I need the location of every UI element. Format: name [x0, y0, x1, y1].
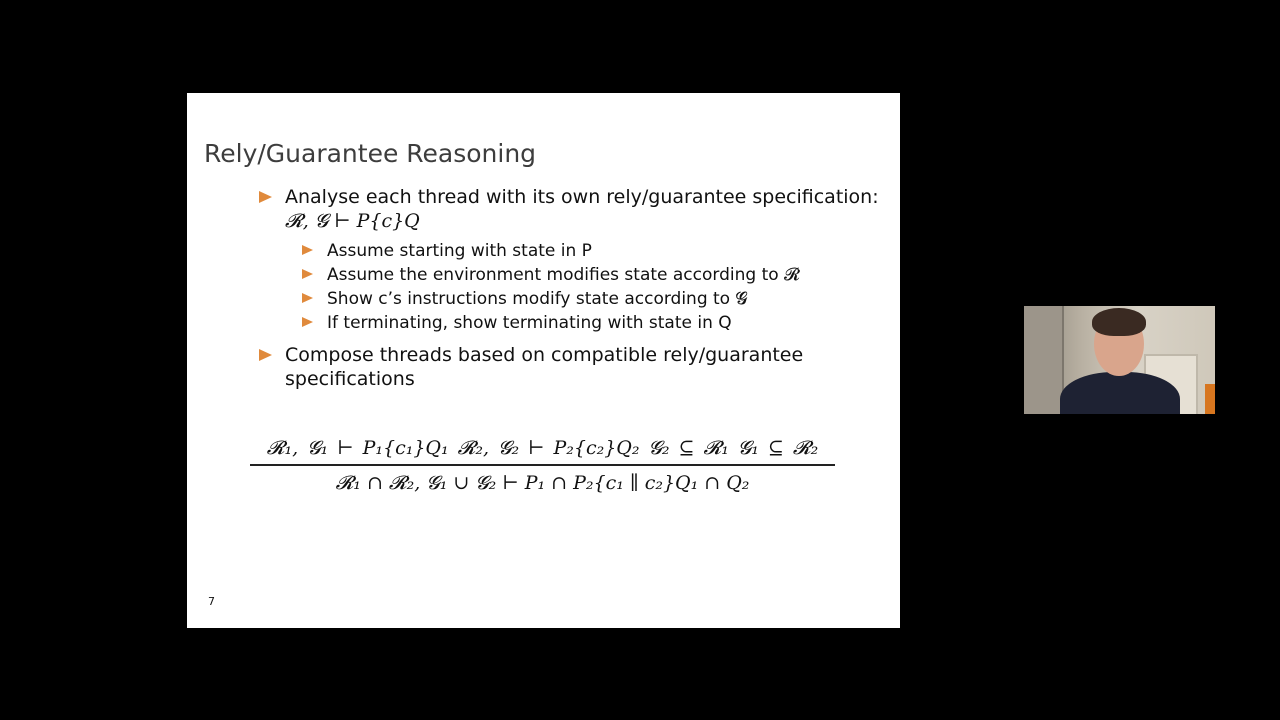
bullet-item [259, 343, 879, 391]
rule-line [250, 464, 835, 466]
slide [187, 93, 900, 628]
webcam-person-shirt [1060, 372, 1180, 414]
webcam-object [1205, 384, 1215, 414]
webcam-feed [1024, 306, 1215, 414]
bullet-math: 𝓡, 𝓖 ⊢ P{c}Q [285, 210, 420, 232]
rule-premises: 𝓡₁, 𝓖₁ ⊢ P₁{c₁}Q₁ 𝓡₂, 𝓖₂ ⊢ P₂{c₂}Q₂ 𝓖₂ ⊆ 𝓡₁ 𝓖₁ ⊆ 𝓡₂ [266, 437, 819, 459]
bullet-list [259, 185, 879, 397]
webcam-door [1024, 306, 1064, 414]
webcam-person-hair [1092, 308, 1146, 336]
rule-conclusion: 𝓡₁ ∩ 𝓡₂, 𝓖₁ ∪ 𝓖₂ ⊢ P₁ ∩ P₂{c₁ ∥ c₂}Q₁ ∩ Q₂ [335, 471, 750, 494]
triangle-bullet-icon [302, 317, 313, 327]
triangle-bullet-icon [302, 293, 313, 303]
page-number: 7 [208, 595, 215, 608]
sub-bullet-text: If terminating, show terminating with state in Q [327, 313, 732, 333]
bullet-text: Analyse each thread with its own rely/guarantee specification: [285, 186, 879, 208]
bullet-text: Compose threads based on compatible rely/guarantee specifications [285, 344, 804, 390]
sub-bullet-item [302, 287, 879, 311]
slide-title: Rely/Guarantee Reasoning [204, 139, 537, 168]
triangle-bullet-icon [259, 349, 272, 361]
inference-rule [250, 437, 835, 494]
triangle-bullet-icon [302, 245, 313, 255]
sub-bullet-item [302, 239, 879, 263]
sub-bullet-item [302, 311, 879, 335]
sub-bullet-text: Assume starting with state in P [327, 241, 592, 261]
sub-bullet-text: Assume the environment modifies state according to 𝓡 [327, 265, 800, 285]
triangle-bullet-icon [259, 191, 272, 203]
triangle-bullet-icon [302, 269, 313, 279]
sub-bullet-item [302, 263, 879, 287]
bullet-item [259, 185, 879, 233]
sub-bullet-list [259, 239, 879, 335]
sub-bullet-text: Show c’s instructions modify state according to 𝓖 [327, 289, 748, 309]
